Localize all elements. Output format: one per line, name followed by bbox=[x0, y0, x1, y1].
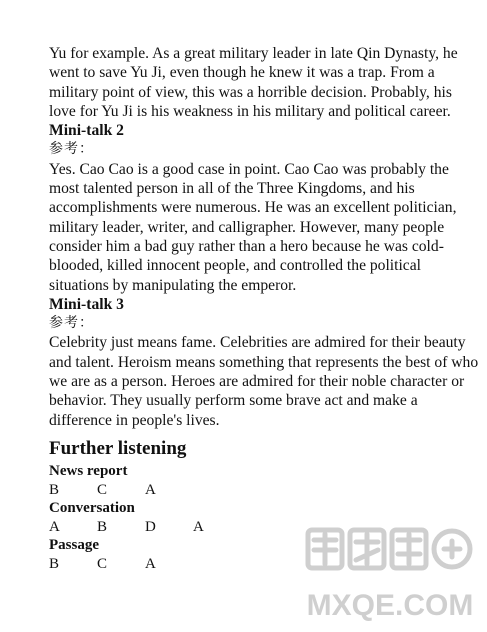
heading-mini-talk-3: Mini-talk 3 bbox=[49, 295, 124, 313]
answer-item: A bbox=[193, 518, 204, 535]
answer-item: A bbox=[145, 481, 156, 498]
subheading-conversation: Conversation bbox=[49, 500, 135, 517]
document-page bbox=[49, 44, 479, 574]
paragraph-mini-talk-1-continued: Yu for example. As a great military leader in late Qin Dynasty, he went to save Yu Ji, even though he knew it was a trap. From a military point of view, this was a horrible decision. Probably, his love for Yu Ji is his weakness in his military and political career. bbox=[49, 45, 458, 120]
heading-further-listening: Further listening bbox=[49, 437, 187, 459]
answer-item: B bbox=[97, 518, 108, 535]
reference-label-3: 参考： bbox=[49, 316, 94, 332]
watermark-text: MXQE.COM bbox=[306, 589, 474, 622]
watermark-logo bbox=[300, 520, 480, 625]
paragraph-mini-talk-3: Celebrity just means fame. Celebrities are admired for their beauty and talent. Heroism means something that represents the best of who we are as a person. Heroes are admired for their noble character or behavior. They usually perform some brave act and make a difference in people's lives. bbox=[49, 334, 479, 429]
answer-item: B bbox=[49, 481, 60, 498]
watermark-glyphs-icon bbox=[308, 530, 470, 568]
answer-item: D bbox=[145, 518, 156, 535]
answer-item: A bbox=[145, 555, 156, 572]
heading-mini-talk-2: Mini-talk 2 bbox=[49, 122, 124, 140]
subheading-passage: Passage bbox=[49, 537, 99, 554]
answer-item: C bbox=[97, 555, 108, 572]
reference-label-2: 参考： bbox=[49, 142, 94, 158]
answer-item: C bbox=[97, 481, 108, 498]
answer-item: A bbox=[49, 518, 60, 535]
answer-item: B bbox=[49, 555, 60, 572]
answers-news-report bbox=[49, 481, 479, 500]
paragraph-mini-talk-2: Yes. Cao Cao is a good case in point. Cao Cao was probably the most talented person in all of the Three Kingdoms, and his accomplishments were numerous. He was an excellent politician, military leader, writer, and calligrapher. However, many people consider him a bad guy rather than a hero because he was cold-blooded, killed innocent people, and controlled the political situations by manipulating the emperor. bbox=[49, 160, 457, 294]
subheading-news-report: News report bbox=[49, 462, 128, 479]
